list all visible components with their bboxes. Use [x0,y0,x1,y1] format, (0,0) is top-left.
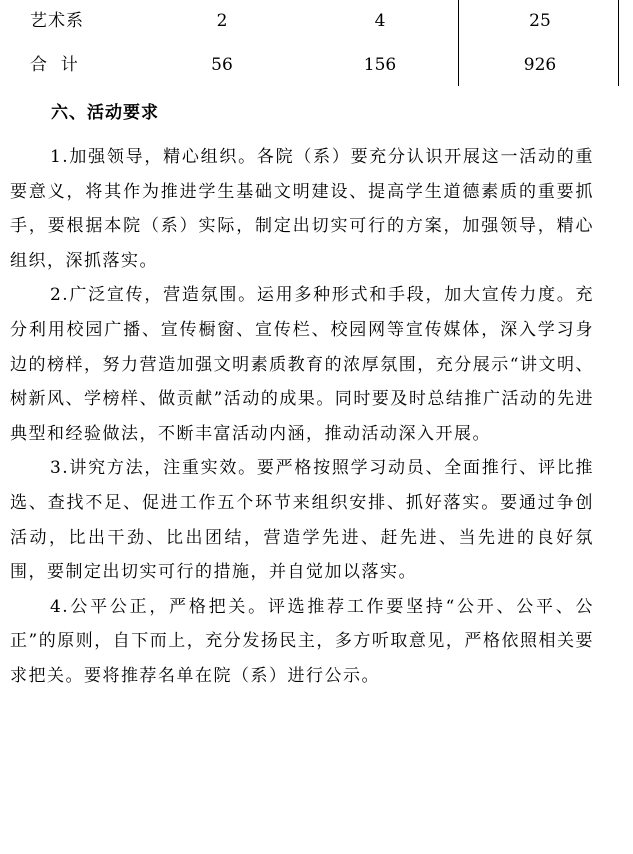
paragraph-2: 2.广泛宣传，营造氛围。运用多种形式和手段，加大宣传力度。充分利用校园广播、宣传橱窗、宣传栏、校园网等宣传媒体，深入学习身边的榜样，努力营造加强文明素质教育的浓厚氛围，充分展示“讲文明、树新风、学榜样、做贡献”活动的成果。同时要及时总结推广活动的先进典型和经验做法，不断丰富活动内涵，推动活动深入开展。 [10,285,594,444]
summary-table-fragment [0,0,633,90]
paragraph-1: 1.加强领导，精心组织。各院（系）要充分认识开展这一活动的重要意义，将其作为推进学生基础文明建设、提高学生道德素质的重要抓手，要根据本院（系）实际，制定出切实可行的方案，加强领导，精心组织，深抓落实。 [10,147,594,271]
table-cell: 156 [363,55,397,75]
table-cell: 926 [523,55,557,75]
table-divider [458,0,459,86]
table-cell: 56 [211,55,233,75]
section-heading: 六、活动要求 [51,103,159,123]
table-cell: 4 [374,11,386,31]
table-cell: 2 [216,11,228,31]
row-label: 艺术系 [30,11,84,31]
paragraph-4: 4.公平公正，严格把关。评选推荐工作要坚持“公开、公平、公正”的原则，自下而上，充分发扬民主，多方听取意见，严格依照相关要求把关。要将推荐名单在院（系）进行公示。 [10,596,594,686]
table-cell: 25 [529,11,551,31]
table-row-total [0,44,633,86]
table-row [0,0,633,42]
table-divider [618,0,619,86]
row-label: 合 计 [30,55,79,75]
section-body [10,140,594,694]
paragraph-3: 3.讲究方法，注重实效。要严格按照学习动员、全面推行、评比推选、查找不足、促进工作五个环节来组织安排、抓好落实。要通过争创活动，比出干劲、比出团结，营造学先进、赶先进、当先进的良好氛围，要制定出切实可行的措施，并自觉加以落实。 [10,458,594,583]
